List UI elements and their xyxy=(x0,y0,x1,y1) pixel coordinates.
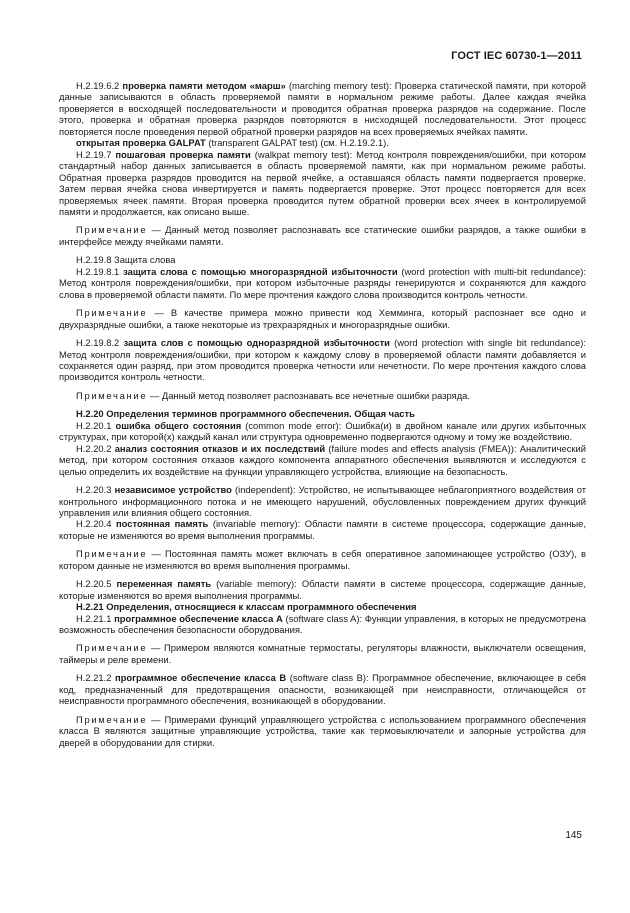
note-text: — Постоянная память может включать в себя оперативное запоминающее устройство (ОЗУ), в котором данные не изменяются во время выполнения программы. xyxy=(59,548,586,571)
page-content xyxy=(59,80,586,748)
definition-paragraph xyxy=(59,443,586,477)
section-heading-text: Н.2.21 Определения, относящиеся к классам программного обеспечения xyxy=(76,601,417,613)
definition-paragraph xyxy=(59,80,586,137)
subsection-title: Н.2.19.8 Защита слова xyxy=(76,254,176,266)
clause-number: Н.2.20.2 xyxy=(76,442,115,454)
definition-paragraph xyxy=(59,613,586,636)
definition-paragraph xyxy=(59,518,586,541)
defined-term: защита слова с помощью многоразрядной избыточности xyxy=(123,265,398,277)
definition-paragraph xyxy=(59,420,586,443)
definition-paragraph xyxy=(59,337,586,383)
note-label: Примечание xyxy=(76,307,148,319)
note-paragraph xyxy=(59,548,586,571)
defined-term: ошибка общего состояния xyxy=(115,419,242,431)
note-paragraph xyxy=(59,714,586,748)
definition-paragraph xyxy=(59,578,586,601)
definition-text: (software class B): Программное обеспечение, включающее в себя код, предназначенный для предотвращения опасности, возникающей при неисправности, отличающейся от неисправности программного обеспечения, возникающей в оборудовании. xyxy=(59,672,587,707)
standard-header: ГОСТ IEC 60730-1—2011 xyxy=(451,50,582,62)
note-paragraph xyxy=(59,642,586,665)
page-number: 145 xyxy=(565,830,582,841)
clause-number: Н.2.20.5 xyxy=(76,578,117,590)
clause-number: Н.2.21.2 xyxy=(76,672,115,684)
clause-number: Н.2.20.3 xyxy=(76,484,115,496)
note-label: Примечание xyxy=(76,389,148,401)
defined-term: открытая проверка GALPAT xyxy=(76,137,206,149)
definition-text: (word protection with multi-bit redundance): Метод контроля повреждения/ошибки, при котором избыточные разряды генерируются и сохраняются для каждого слова в проверяемой области памяти. По мере прочтения каждого слова производится контроль четности. xyxy=(59,265,586,300)
note-text: — Примером являются комнатные термостаты, регуляторы влажности, выключатели освещения, таймеры и реле времени. xyxy=(59,642,586,665)
definition-text: (common mode error): Ошибка(и) в двойном канале или других избыточных структурах, при которой(х) каждый канал или структура одновременно подвергаются одному и тому же воздействию. xyxy=(59,419,587,443)
defined-term: проверка памяти методом «марш» xyxy=(122,80,286,91)
definition-text: (marching memory test): Проверка статической памяти, при которой данные записываются в область проверяемой памяти в нормальном режиме работы. Далее каждая ячейка проверяется в восходящей последовательности и проводится обратная проверка разрядов на содержание. После этого, проверка и обратная проверка разрядов повторяются в нисходящей последовательности. Этот процесс повторяется после проведения первой обратной проверки разрядов на всех проверяемых ячейках памяти. xyxy=(59,80,586,137)
definition-text: (software class A): Функции управления, в которых не предусмотрена возможность обеспечения безопасности оборудования. xyxy=(59,612,587,636)
definition-text: (independent): Устройство, не испытывающее неблагоприятного воздействия от контрольного информационного потока и не имеющего нарушений, обусловленных повреждением других функций управления или влияния общего состояния. xyxy=(59,484,586,518)
definition-paragraph xyxy=(59,672,586,706)
definition-text: (failure modes and effects analysis (FMEA)): Аналитический метод, при котором состояния отказов каждого компонента аппаратного обеспечения выявляются и исследуются с целью определить их воздействие на функции управляющего устройства, влияющие на безопасность. xyxy=(59,442,586,477)
definition-text: (variable memory): Области памяти в системе процессора, содержащие данные, которые изменяются во время выполнения программы. xyxy=(59,578,587,601)
clause-number: Н.2.19.6.2 xyxy=(76,80,123,91)
defined-term: защита слов с помощью одноразрядной избыточности xyxy=(123,337,390,349)
note-label: Примечание xyxy=(76,642,148,654)
defined-term: независимое устройство xyxy=(114,484,232,496)
note-label: Примечание xyxy=(76,713,148,725)
definition-text: (walkpat memory test): Метод контроля повреждения/ошибки, при котором стандартный набор данных записывается в область проверяемой памяти, как при нормальном режиме работы. Обратная проверка разрядов проводится на первой ячейке, а оставшаяся область памяти подвергается проверке. Затем первая ячейка снова инвертируется и память подвергается проверке. Этот процесс повторяется для всех проверяемых ячеек памяти. Вторая проверка проводится путем обратной проверки всех ячеек в контролируемой памяти и продолжается, как описано выше. xyxy=(59,148,587,217)
section-heading-text: Н.2.20 Определения терминов программного обеспечения. Общая часть xyxy=(76,408,415,420)
note-text: — В качестве примера можно привести код Хемминга, который распознает все одно и двухразрядные ошибки, а также некоторые из трехразрядных и многоразрядные ошибки. xyxy=(59,307,586,330)
definition-paragraph xyxy=(59,137,586,148)
definition-paragraph xyxy=(59,266,586,300)
defined-term: пошаговая проверка памяти xyxy=(115,148,251,160)
clause-number: Н.2.20.4 xyxy=(76,518,117,530)
note-paragraph xyxy=(59,224,586,247)
note-paragraph xyxy=(59,307,586,330)
clause-number: Н.2.19.8.1 xyxy=(76,265,124,277)
section-heading xyxy=(59,408,586,419)
definition-text: (word protection with single bit redundance): Метод контроля повреждения/ошибки, при котором к каждому слову в проверяемой области памяти добавляется и сохраняется один разряд, при этом проводится проверка четности или нечетности. По мере прочтения каждого слова производится контроль четности. xyxy=(59,337,586,383)
defined-term: постоянная память xyxy=(116,518,209,530)
note-label: Примечание xyxy=(76,224,148,236)
note-text: — Примерами функций управляющего устройства с использованием программного обеспечения класса В являются защитные управляющие устройства, такие как термовыключатели и запорные устройства для дверей в оборудовании для стирки. xyxy=(59,713,586,748)
defined-term: программное обеспечение класса В xyxy=(114,672,287,684)
note-text: — Данный метод позволяет распознавать все нечетные ошибки разряда. xyxy=(147,389,470,401)
note-text: — Данный метод позволяет распознавать все статические ошибки разрядов, а также ошибки в интерфейсе между ячейками памяти. xyxy=(59,224,586,247)
defined-term: анализ состояния отказов и их последствий xyxy=(114,442,326,454)
defined-term: переменная память xyxy=(116,578,212,590)
clause-number: Н.2.21.1 xyxy=(76,612,115,624)
clause-number: Н.2.20.1 xyxy=(76,419,116,431)
note-paragraph xyxy=(59,390,586,401)
definition-text: (transparent GALPAT test) (см. Н.2.19.2.1). xyxy=(205,137,389,149)
definition-paragraph xyxy=(59,484,586,518)
definition-text: (invariable memory): Области памяти в системе процессора, содержащие данные, которые не изменяются во время выполнения программы. xyxy=(59,518,586,541)
defined-term: программное обеспечение класса А xyxy=(114,612,283,624)
note-label: Примечание xyxy=(76,548,148,560)
section-heading xyxy=(59,601,586,612)
definition-paragraph xyxy=(59,149,586,218)
clause-number: Н.2.19.7 xyxy=(76,148,116,160)
clause-number: Н.2.19.8.2 xyxy=(76,337,124,349)
